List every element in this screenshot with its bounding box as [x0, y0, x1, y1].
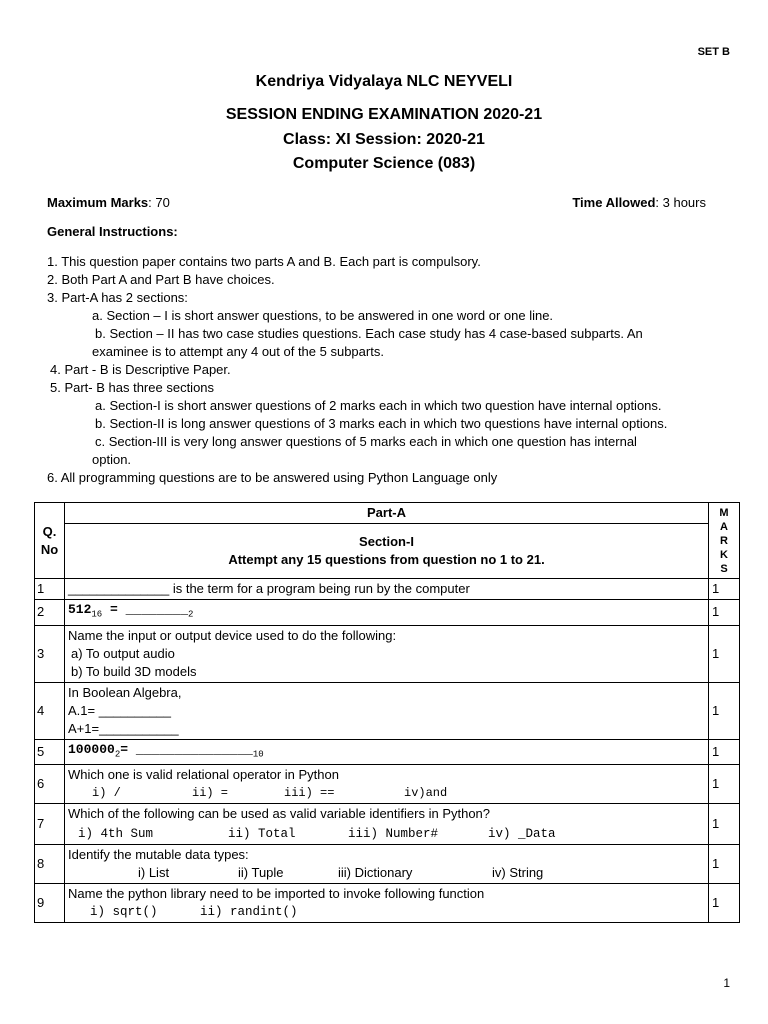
school-name: Kendriya Vidyalaya NLC NEYVELI: [255, 73, 513, 90]
table-row: [35, 579, 740, 600]
marks-header: [709, 503, 740, 579]
question-subpart: a) To output audio: [71, 645, 175, 661]
table-row: [35, 625, 740, 682]
question-prompt: In Boolean Algebra,: [68, 684, 182, 700]
set-label: SET B: [697, 46, 730, 58]
marks-letter: K: [720, 548, 728, 561]
time-value: : 3 hours: [655, 195, 706, 210]
instruction-line: examinee is to attempt any 4 out of the 5 subparts.: [92, 344, 384, 359]
question-subpart: A+1=___________: [68, 720, 179, 736]
max-marks-value: : 70: [148, 195, 170, 210]
option: i) List: [138, 865, 170, 881]
question-marks: 1: [709, 625, 740, 682]
option-list: [68, 903, 705, 921]
question-number: 7: [35, 804, 65, 845]
question-marks: 1: [709, 804, 740, 845]
instruction-line: c. Section-III is very long answer questions of 5 marks each in which one question has internal: [95, 434, 637, 449]
option: iii) Number#: [348, 827, 439, 842]
question-text: [65, 739, 709, 765]
question-text: [65, 625, 709, 682]
base-subscript: 16: [91, 609, 103, 620]
question-marks: 1: [709, 682, 740, 739]
question-prompt: Identify the mutable data types:: [68, 847, 249, 863]
question-prompt: Name the input or output device used to do the following:: [68, 627, 397, 643]
instruction-line: 3. Part-A has 2 sections:: [47, 290, 188, 305]
max-marks: [47, 195, 170, 210]
instruction-line: 1. This question paper contains two parts A and B. Each part is compulsory.: [47, 254, 481, 269]
table-row: [35, 804, 740, 845]
general-instructions-heading: General Instructions:: [47, 224, 178, 239]
answer-blank: = _______________: [120, 741, 253, 757]
instruction-line: a. Section-I is short answer questions of 2 marks each in which two question have internal options.: [95, 398, 662, 413]
section-title: Section-I: [359, 534, 414, 549]
question-subpart: b) To build 3D models: [71, 663, 197, 679]
instruction-line: 4. Part - B is Descriptive Paper.: [50, 362, 231, 377]
question-prompt: Name the python library need to be imported to invoke following function: [68, 886, 485, 902]
option: i) sqrt(): [90, 905, 158, 920]
instruction-line: b. Section-II is long answer questions of 3 marks each in which two questions have internal options.: [95, 416, 668, 431]
question-prompt: Which one is valid relational operator in Python: [68, 767, 339, 783]
option: iii) Dictionary: [338, 865, 413, 881]
part-heading: Part-A: [65, 503, 709, 524]
qno-header: Q. No: [35, 503, 65, 579]
base-subscript: 2: [114, 749, 121, 760]
marks-letter: A: [720, 520, 728, 533]
base-subscript: 2: [188, 609, 194, 620]
page-number: 1: [723, 976, 730, 990]
instruction-line: 2. Both Part A and Part B have choices.: [47, 272, 275, 287]
question-text: [65, 845, 709, 884]
question-subpart: A.1= __________: [68, 702, 172, 718]
option: i) /: [92, 786, 121, 801]
time-label: Time Allowed: [572, 195, 656, 210]
table-row: [35, 682, 740, 739]
table-row: [35, 765, 740, 804]
question-number: 5: [35, 739, 65, 765]
base-subscript: 10: [252, 749, 264, 760]
question-number: 9: [35, 884, 65, 923]
class-line: Class: XI Session: 2020-21: [283, 131, 485, 148]
option: iv)and: [404, 786, 448, 801]
option: iv) String: [492, 865, 544, 881]
question-marks: 1: [709, 884, 740, 923]
option: ii) Total: [228, 827, 296, 842]
marks-letter: S: [720, 562, 728, 575]
max-marks-label: Maximum Marks: [47, 195, 149, 210]
attempt-instruction: Attempt any 15 questions from question no 1 to 21.: [228, 552, 545, 567]
option-list: [68, 864, 705, 882]
option: ii) Tuple: [238, 865, 284, 881]
question-prompt: Which of the following can be used as valid variable identifiers in Python?: [68, 806, 491, 822]
question-text: [65, 682, 709, 739]
option-list: [68, 825, 705, 843]
table-row: [35, 600, 740, 626]
instruction-line: 6. All programming questions are to be answered using Python Language only: [47, 470, 498, 485]
table-row: [35, 884, 740, 923]
instruction-line: 5. Part- B has three sections: [50, 380, 215, 395]
instruction-line: b. Section – II has two case studies questions. Each case study has 4 case-based subparts. An: [95, 326, 643, 341]
time-allowed: [572, 195, 706, 210]
option-list: [68, 784, 705, 802]
question-number: 3: [35, 625, 65, 682]
option: iv) _Data: [488, 827, 556, 842]
question-number: 4: [35, 682, 65, 739]
question-table: [34, 502, 740, 923]
question-text: [65, 765, 709, 804]
question-marks: 1: [709, 600, 740, 626]
marks-letter: R: [720, 534, 728, 547]
instruction-line: option.: [92, 452, 132, 467]
table-row: [35, 739, 740, 765]
question-number: 1: [35, 579, 65, 600]
question-marks: 1: [709, 579, 740, 600]
question-number: 6: [35, 765, 65, 804]
question-text: [65, 884, 709, 923]
question-marks: 1: [709, 845, 740, 884]
answer-blank: = ________: [102, 602, 189, 617]
option: ii) randint(): [200, 905, 298, 920]
question-text: ______________ is the term for a program being run by the computer: [65, 579, 709, 600]
option: iii) ==: [284, 786, 335, 801]
question-text: [65, 804, 709, 845]
section-heading: [65, 524, 709, 579]
number-value: 512: [68, 602, 92, 617]
option: i) 4th Sum: [78, 827, 154, 842]
table-row: [35, 845, 740, 884]
question-text: [65, 600, 709, 626]
marks-letter: M: [719, 506, 729, 519]
option: ii) =: [192, 786, 229, 801]
exam-title: SESSION ENDING EXAMINATION 2020-21: [225, 106, 543, 123]
subject-title: Computer Science (083): [292, 155, 476, 172]
instruction-line: a. Section – I is short answer questions, to be answered in one word or one line.: [92, 308, 554, 323]
question-marks: 1: [709, 765, 740, 804]
question-number: 2: [35, 600, 65, 626]
question-marks: 1: [709, 739, 740, 765]
instructions-list: [47, 253, 737, 487]
question-number: 8: [35, 845, 65, 884]
number-value: 100000: [68, 741, 115, 757]
